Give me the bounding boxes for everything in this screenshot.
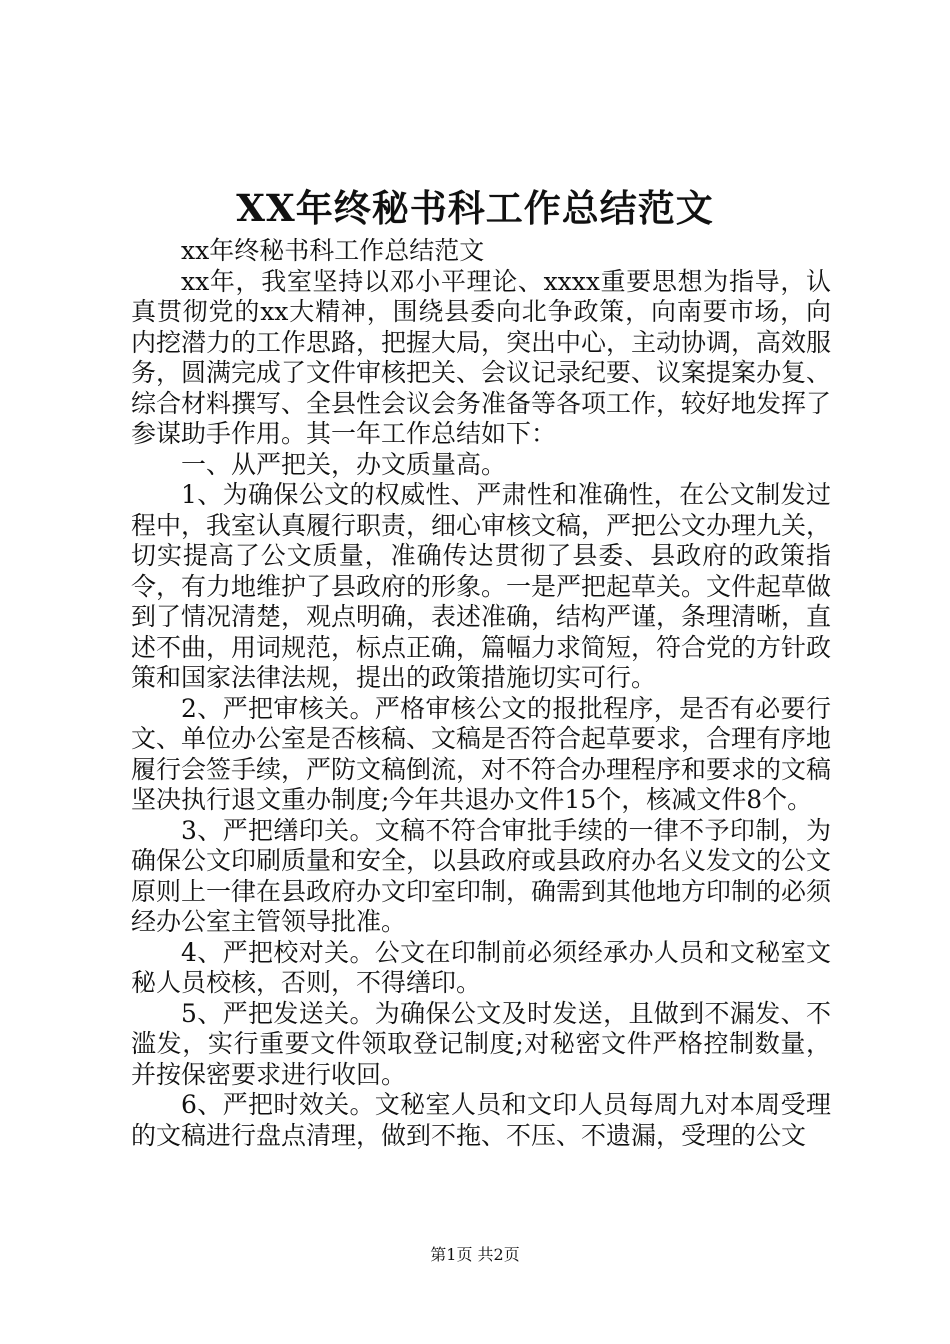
paragraph-item-2: 2、严把审核关。严格审核公文的报批程序，是否有必要行文、单位办公室是否核稿、文稿是否符合起草要求，合理有序地履行会签手续，严防文稿倒流，对不符合办理程序和要求的文稿坚决执行退文重办制度;今年共退办文件15个，核减文件8个。: [131, 693, 832, 814]
document-title: XX年终秘书科工作总结范文: [236, 186, 714, 230]
paragraph-item-5: 5、严把发送关。为确保公文及时发送，且做到不漏发、不滥发，实行重要文件领取登记制度;对秘密文件严格控制数量，并按保密要求进行收回。: [131, 998, 831, 1089]
document-body: [131, 236, 831, 1151]
paragraph-item-4: 4、严把校对关。公文在印制前必须经承办人员和文秘室文秘人员校核，否则，不得缮印。: [131, 937, 831, 997]
paragraph-item-1: 1、为确保公文的权威性、严肃性和准确性，在公文制发过程中，我室认真履行职责，细心审核文稿，严把公文办理九关，切实提高了公文质量，准确传达贯彻了县委、县政府的政策指令，有力地维护了县政府的形象。一是严把起草关。文件起草做到了情况清楚，观点明确，表述准确，结构严谨，条理清晰，直述不曲，用词规范，标点正确，篇幅力求简短，符合党的方针政策和国家法律法规，提出的政策措施切实可行。: [131, 480, 832, 692]
paragraph-intro: xx年，我室坚持以邓小平理论、xxxx重要思想为指导，认真贯彻党的xx大精神，围绕县委向北争政策，向南要市场，向内挖潜力的工作思路，把握大局，突出中心，主动协调，高效服务，圆满完成了文件审核把关、会议记录纪要、议案提案办复、综合材料撰写、全县性会议会务准备等各项工作，较好地发挥了参谋助手作用。其一年工作总结如下：: [131, 266, 832, 448]
paragraph-subtitle: xx年终秘书科工作总结范文: [181, 236, 485, 265]
paragraph-item-6: 6、严把时效关。文秘室人员和文印人员每周九对本周受理的文稿进行盘点清理，做到不拖、不压、不遗漏，受理的公文: [131, 1090, 831, 1150]
section-heading-1: 一、从严把关，办文质量高。: [181, 449, 507, 479]
page-footer: 第1页 共2页: [430, 1245, 520, 1264]
paragraph-item-3: 3、严把缮印关。文稿不符合审批手续的一律不予印制，为确保公文印刷质量和安全，以县政府或县政府办名义发文的公文原则上一律在县政府办文印室印制，确需到其他地方印制的必须经办公室主管领导批准。: [131, 815, 832, 936]
